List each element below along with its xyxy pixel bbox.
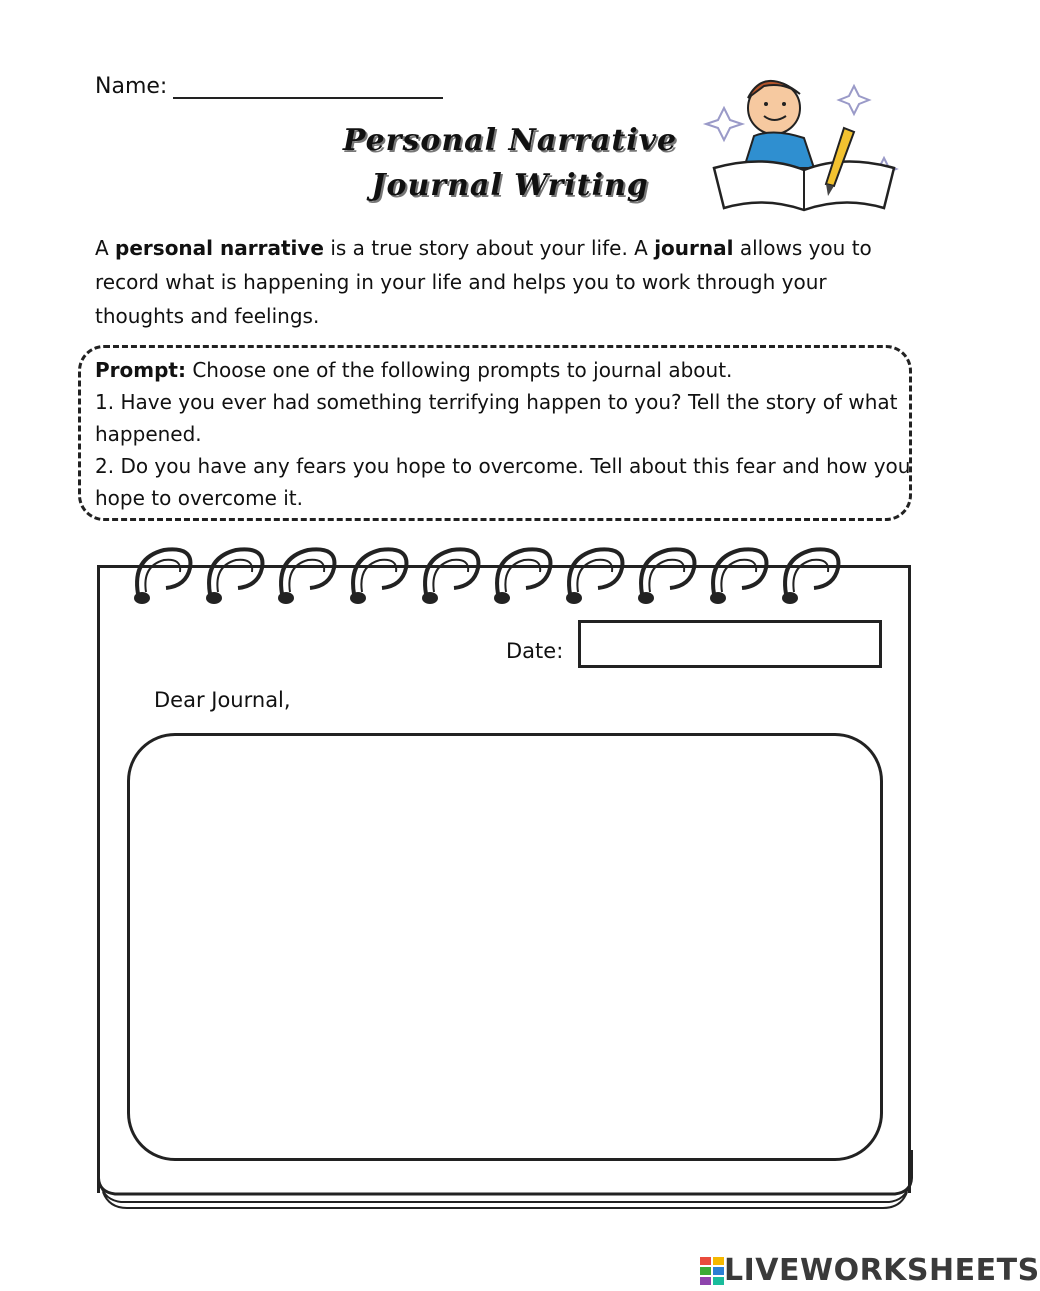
prompt-text <box>95 354 915 514</box>
spiral-binding <box>120 538 900 610</box>
spiral-hole <box>496 594 508 602</box>
spiral-hole <box>568 594 580 602</box>
spiral-hole <box>136 594 148 602</box>
intro-paragraph <box>95 231 915 333</box>
title-line-2: Journal Writing <box>371 168 649 203</box>
prompt-instruction: Choose one of the following prompts to journal about. <box>185 358 733 382</box>
date-input[interactable] <box>578 620 882 668</box>
intro-text-a: A <box>95 236 116 260</box>
spiral-hole <box>640 594 652 602</box>
liveworksheets-blocks-icon <box>700 1257 724 1285</box>
spiral-hole <box>208 594 220 602</box>
spiral-hole <box>784 594 796 602</box>
spiral-hole <box>280 594 292 602</box>
journal-entry-area[interactable] <box>127 733 883 1161</box>
student-writing-journal-illustration <box>704 58 904 218</box>
name-line <box>95 74 443 99</box>
prompt-item-1: 1. Have you ever had something terrifying happen to you? Tell the story of what happened. <box>95 390 898 446</box>
spiral-hole <box>352 594 364 602</box>
spiral-hole <box>424 594 436 602</box>
name-label: Name: <box>95 74 168 99</box>
prompt-instruction-line <box>95 354 915 386</box>
name-blank[interactable] <box>173 75 443 99</box>
prompt-item-2: 2. Do you have any fears you hope to overcome. Tell about this fear and how you hope to overcome it. <box>95 454 911 510</box>
intro-text-c: allows you to record what is happening in your life and helps you to work through your thoughts and feelings. <box>95 236 872 328</box>
title-line-1: Personal Narrative <box>342 123 678 158</box>
journal-salutation: Dear Journal, <box>154 688 291 712</box>
liveworksheets-logo <box>700 1253 1040 1288</box>
liveworksheets-logo-text: LIVEWORKSHEETS <box>724 1253 1040 1288</box>
prompt-label: Prompt: <box>95 358 186 382</box>
intro-text-b: is a true story about your life. A <box>323 236 655 260</box>
date-label: Date: <box>506 639 564 663</box>
spiral-hole <box>712 594 724 602</box>
intro-bold-personal-narrative: personal narrative <box>115 236 324 260</box>
intro-bold-journal: journal <box>654 236 734 260</box>
